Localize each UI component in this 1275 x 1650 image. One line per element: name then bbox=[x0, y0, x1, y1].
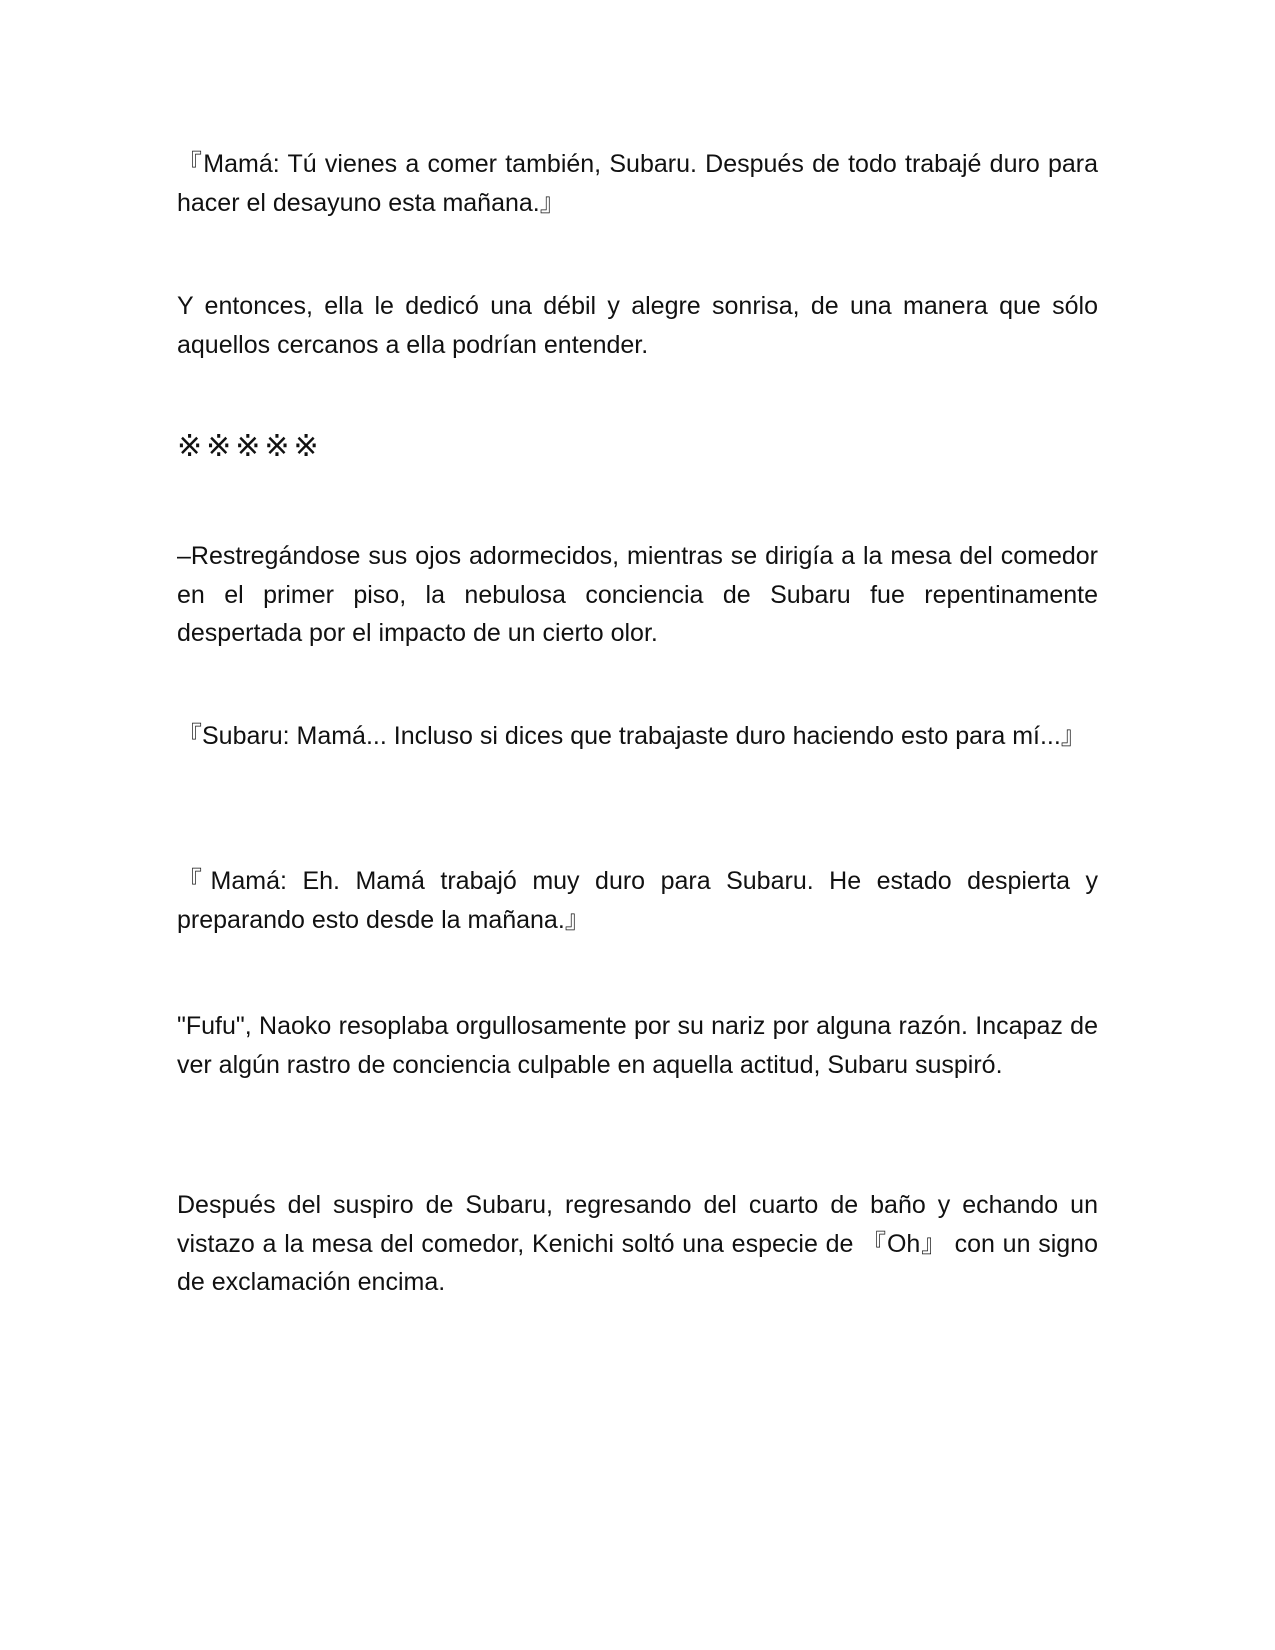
dialogue-paragraph: 『Subaru: Mamá... Incluso si dices que trabajaste duro haciendo esto para mí...』 bbox=[177, 722, 1086, 750]
narration-paragraph: –Restregándose sus ojos adormecidos, mientras se dirigía a la mesa del comedor en el primer piso, la nebulosa conciencia de Subaru fue repentinamente despertada por el impacto de un cierto olor. bbox=[177, 542, 1098, 647]
dialogue-paragraph: 『Mamá: Eh. Mamá trabajó muy duro para Subaru. He estado despierta y preparando esto desde la mañana.』 bbox=[177, 867, 1098, 934]
narration-paragraph: Después del suspiro de Subaru, regresando del cuarto de baño y echando un vistazo a la mesa del comedor, Kenichi soltó una especie de 『Oh』 con un signo de exclamación encima. bbox=[177, 1191, 1098, 1296]
narration-paragraph: "Fufu", Naoko resoplaba orgullosamente por su nariz por alguna razón. Incapaz de ver algún rastro de conciencia culpable en aquella actitud, Subaru suspiró. bbox=[177, 1012, 1098, 1079]
narration-paragraph: Y entonces, ella le dedicó una débil y alegre sonrisa, de una manera que sólo aquellos cercanos a ella podrían entender. bbox=[177, 292, 1098, 359]
dialogue-paragraph: 『Mamá: Tú vienes a comer también, Subaru. Después de todo trabajé duro para hacer el desayuno esta mañana.』 bbox=[177, 150, 1098, 217]
scene-separator: ※※※※※ bbox=[177, 430, 323, 463]
